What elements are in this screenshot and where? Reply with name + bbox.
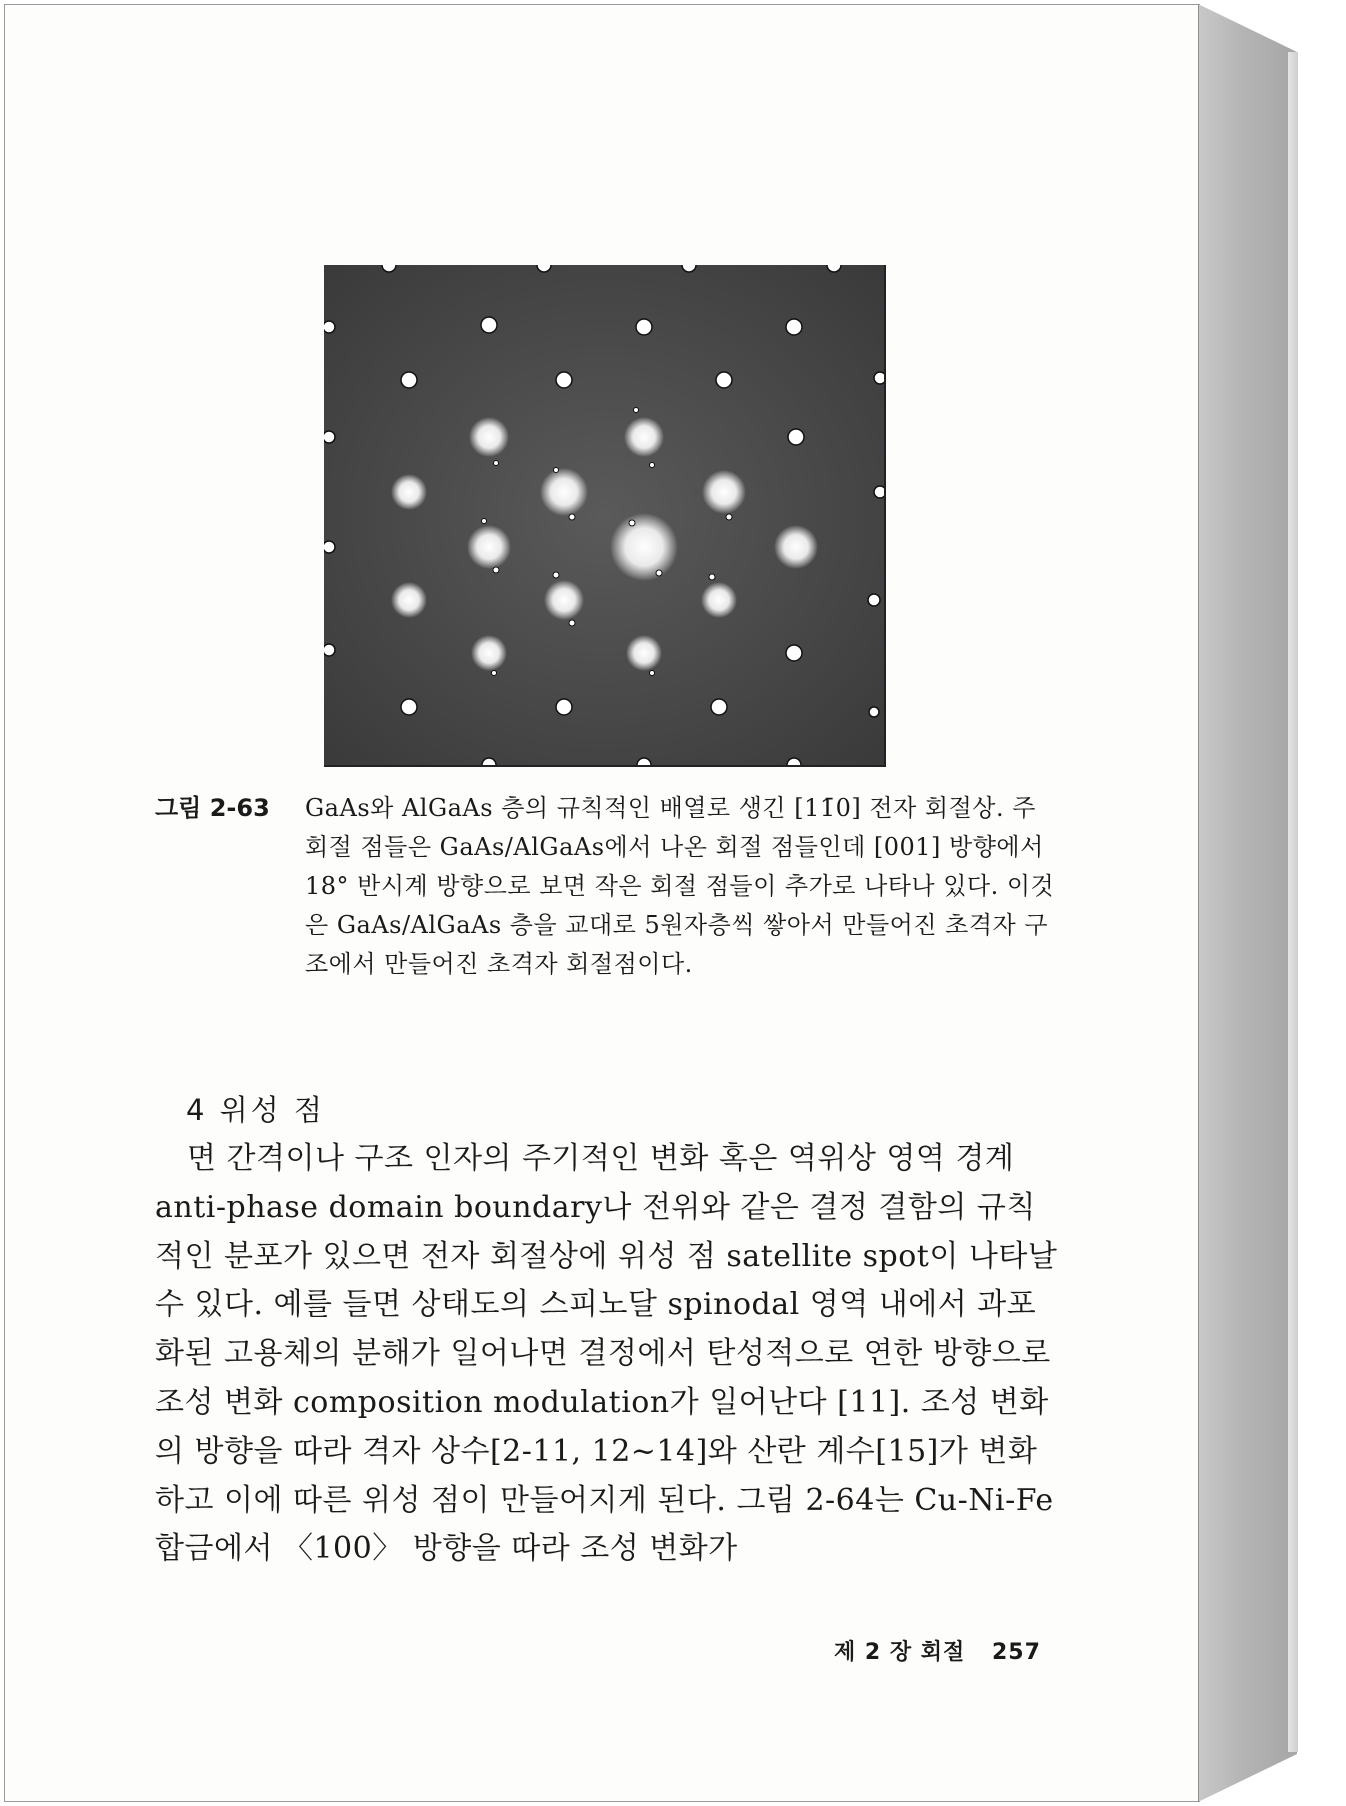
- running-footer-chapter: 제 2 장 회절: [834, 1640, 966, 1665]
- body-text: [155, 1135, 1060, 1574]
- caption-text: GaAs와 AlGaAs 층의 규칙적인 배열로 생긴 [11̄0] 전자 회절상. 주 회절 점들은 GaAs/AlGaAs에서 나온 회절 점들인데 [001] 방향에서 18° 반시계 방향으로 보면 작은 회절 점들이 추가로 나타나 있다. 이것은 GaAs/AlGaAs 층을 교대로 5원자층씩 쌓아서 만들어진 초격자 구조에서 만들어진 초격자 회절점이다.: [305, 794, 1055, 978]
- book-side-edge: [1198, 4, 1297, 1802]
- page-footer: [834, 1635, 1041, 1666]
- body-paragraph: 면 간격이나 구조 인자의 주기적인 변화 혹은 역위상 영역 경계 anti-phase domain boundary나 전위와 같은 결정 결함의 규칙적인 분포가 있으면 전자 회절상에 위성 점 satellite spot이 나타날 수 있다. 예를 들면 상태도의 스피노달 spinodal 영역 내에서 과포화된 고용체의 분해가 일어나면 결정에서 탄성적으로 연한 방향으로 조성 변화 composition modulation가 일어난다 [11]. 조성 변화의 방향을 따라 격자 상수[2-11, 12~14]와 산란 계수[15]가 변화하고 이에 따른 위성 점이 만들어지게 된다. 그림 2-64는 Cu-Ni-Fe 합금에서 〈100〉 방향을 따라 조성 변화가: [155, 1141, 1058, 1567]
- caption-label: 그림 2-63: [155, 794, 270, 822]
- diffraction-pattern-figure: [324, 265, 886, 767]
- page-number: 257: [991, 1640, 1041, 1665]
- book-page-stack: [1288, 52, 1298, 1752]
- section-heading: 4 위성 점: [186, 1093, 325, 1127]
- diffraction-pattern-image: [324, 265, 884, 765]
